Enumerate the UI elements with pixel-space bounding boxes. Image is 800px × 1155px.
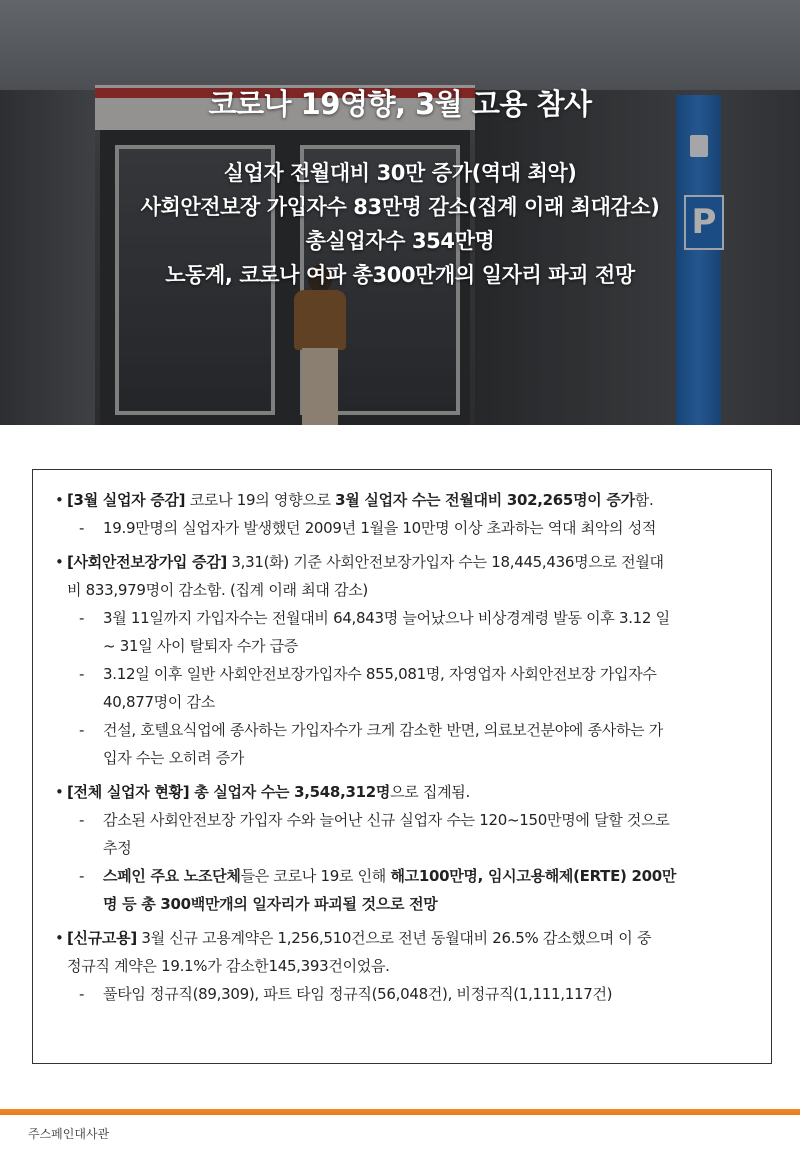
section-total-unemployed: [55, 778, 757, 918]
hero-line: 노동계, 코로나 여파 총300만개의 일자리 파괴 전망: [165, 263, 635, 287]
dash-icon: -: [79, 867, 85, 885]
sub-text: 입자 수는 오히려 증가: [103, 749, 245, 767]
footer-accent-line: [0, 1109, 800, 1115]
hero-line: 총실업자수 354만명: [305, 229, 495, 253]
sub-text: 3월 11일까지 가입자수는 전월대비 64,843명 늘어났으나 비상경계령 발동 이후 3.12 일: [103, 609, 670, 627]
dash-icon: -: [79, 985, 85, 1003]
section-tag: [전체 실업자 현황]: [67, 783, 190, 801]
parking-sign-icon: P: [684, 195, 724, 250]
section-text-continued: 비 833,979명이 감소함. (집계 이래 최대 감소): [67, 581, 368, 599]
section-heading: [55, 778, 757, 806]
section-tag: [사회안전보장가입 증감]: [67, 553, 227, 571]
bullet-icon: •: [55, 491, 64, 509]
hero-line: 사회안전보장 가입자수 83만명 감소(집계 이래 최대감소): [140, 195, 660, 219]
content-box: [32, 469, 772, 1064]
bullet-icon: •: [55, 553, 64, 571]
sub-text: 감소된 사회안전보장 가입자 수와 늘어난 신규 실업자 수는 120~150만명에 달할 것으로: [103, 811, 670, 829]
sub-bold-text: 스페인 주요 노조단체: [103, 867, 241, 885]
section-text-continued: 정규직 계약은 19.1%가 감소한145,393건이었음.: [67, 957, 390, 975]
dash-icon: -: [79, 609, 85, 627]
sub-text: 들은 코로나 19로 인해: [240, 867, 391, 885]
section-bold-text: 3월 실업자 수는 전월대비 302,265명이 증가: [335, 491, 635, 509]
hero-photo: [0, 0, 800, 425]
sub-item: [55, 660, 757, 716]
section-tag: [신규고용]: [67, 929, 137, 947]
sub-item: [55, 514, 757, 542]
section-tag: [3월 실업자 증감]: [67, 491, 186, 509]
section-text: 3,31(화) 기준 사회안전보장가입자 수는 18,445,436명으로 전월대: [226, 553, 664, 571]
section-text: 함.: [634, 491, 654, 509]
sub-line: [103, 862, 757, 890]
sub-text: 추정: [103, 839, 132, 857]
dash-icon: -: [79, 811, 85, 829]
sub-text: 풀타임 정규직(89,309), 파트 타임 정규직(56,048건), 비정규직(1,111,117건): [103, 985, 613, 1003]
dash-icon: -: [79, 665, 85, 683]
section-heading: [55, 924, 757, 952]
hero-summary: [0, 156, 800, 292]
sub-text: 건설, 호텔요식업에 종사하는 가입자수가 크게 감소한 반면, 의료보건분야에 종사하는 가: [103, 721, 663, 739]
section-heading: [55, 486, 757, 514]
section-bold-text: 총 실업자 수는 3,548,312명: [189, 783, 391, 801]
section-heading: [55, 548, 757, 576]
hero-title: 코로나 19영향, 3월 고용 참사: [208, 87, 592, 121]
sub-item: [55, 604, 757, 660]
sub-item: [55, 716, 757, 772]
footer-source: 주스페인대사관: [28, 1127, 110, 1141]
section-social-security: [55, 548, 757, 772]
dash-icon: -: [79, 721, 85, 739]
sub-item: [55, 862, 757, 918]
sub-bold-text: 명 등 총 300백만개의 일자리가 파괴될 것으로 전망: [103, 895, 438, 913]
hero-line: 실업자 전월대비 30만 증가(역대 최악): [223, 161, 577, 185]
sub-text: 19.9만명의 실업자가 발생했던 2009년 1월을 10만명 이상 초과하는 역대 최악의 성적: [103, 519, 657, 537]
sub-text: 3.12일 이후 일반 사회안전보장가입자수 855,081명, 자영업자 사회안전보장 가입자수: [103, 665, 657, 683]
sub-bold-text: 해고100만명, 임시고용해제(ERTE) 200만: [390, 867, 677, 885]
sub-text: 40,877명이 감소: [103, 693, 215, 711]
sub-item: [55, 806, 757, 862]
sub-item: [55, 980, 757, 1008]
sub-text: ~ 31일 사이 탈퇴자 수가 급증: [103, 637, 298, 655]
section-text: 코로나 19의 영향으로: [185, 491, 336, 509]
dash-icon: -: [79, 519, 85, 537]
section-text: 으로 집계됨.: [390, 783, 470, 801]
bullet-icon: •: [55, 783, 64, 801]
section-march-unemployment: [55, 486, 757, 542]
bullet-icon: •: [55, 929, 64, 947]
section-new-hires: [55, 924, 757, 1008]
section-text: 3월 신규 고용계약은 1,256,510건으로 전년 동월대비 26.5% 감소했으며 이 중: [136, 929, 652, 947]
